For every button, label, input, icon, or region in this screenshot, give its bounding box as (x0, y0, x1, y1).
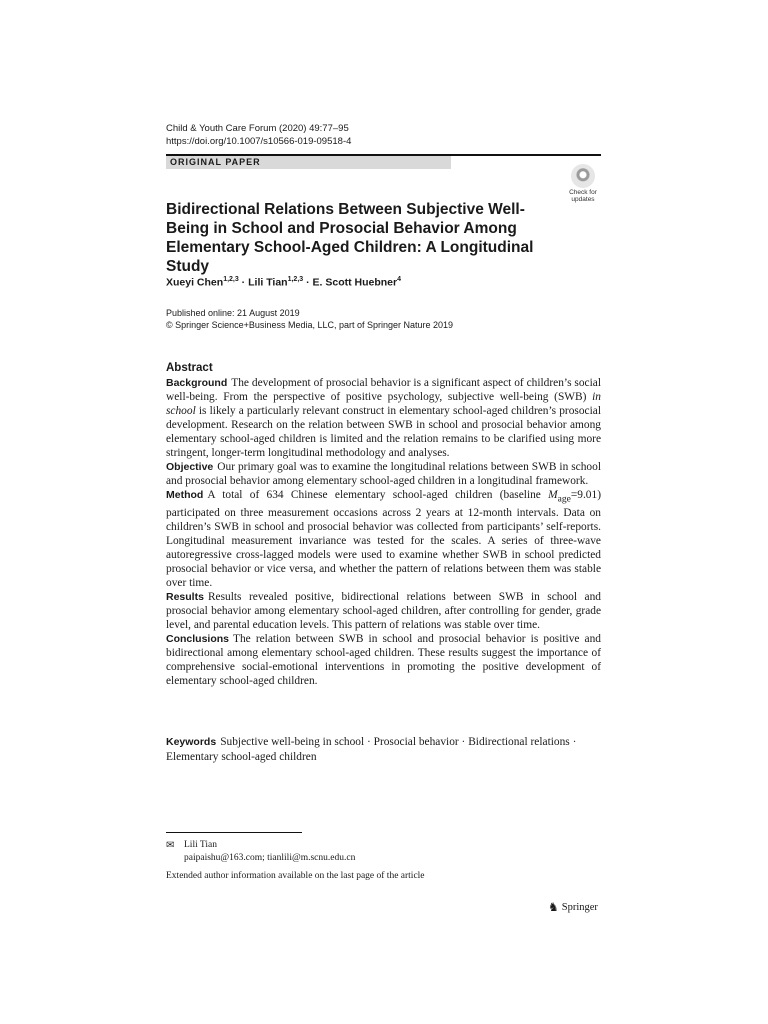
publisher-name: Springer (561, 902, 598, 913)
author-emails[interactable]: paipaishu@163.com; tianlili@m.scnu.edu.cn (184, 853, 356, 863)
corresponding-author: Lili Tian (184, 840, 217, 850)
abstract-conclusions: Conclusions The relation between SWB in school and prosocial behavior is positive and bidirectional among elementary school-aged children. These results suggest the importance of comprehensive social-emotional interventions in promoting the positive development of elementary school-aged children. (166, 633, 601, 688)
abstract-background: Background The development of prosocial behavior is a significant aspect of children’s social well-being. From the perspective of positive psychology, subjective well-being (SWB) in school is likely a particularly relevant construct in elementary school-aged children’s prosocial development. Research on the relation between SWB in school and prosocial behavior among elementary school-aged children is limited and the relation remains to be clarified using more stringent, longer-term longitudinal methodology and analyses. (166, 377, 601, 459)
abstract-objective: Objective Our primary goal was to examine the longitudinal relations between SWB in school and prosocial behavior among elementary school-aged children in a longitudinal framework. (166, 461, 601, 487)
envelope-icon: ✉ (166, 840, 175, 851)
abstract-method: Method A total of 634 Chinese elementary school-aged children (baseline $M_{age}=9.01$) participated on three measurement occasions across 2 years at 12-month intervals. Data on children’s SWB in school and prosocial behavior was collected from participants’ self-reports. Longitudinal measurement invariance was tested for the scales. A series of three-wave autoregressive cross-lagged models were used to examine whether SWB in school predicted prosocial behavior or vice versa, and whether the pattern of relations between them was stable over time. (166, 489, 601, 590)
published-date: Published online: 21 August 2019 (166, 308, 300, 318)
author-affiliation: 4 (397, 276, 402, 283)
extended-author-info: Extended author information available on the last page of the article (166, 871, 425, 881)
publisher-logo[interactable] (548, 900, 598, 915)
publication-info (166, 307, 453, 331)
abstract-heading: Abstract (166, 362, 213, 374)
check-for-updates-icon (571, 164, 595, 188)
copyright-line: © Springer Science+Business Media, LLC, part of Springer Nature 2019 (166, 320, 454, 330)
keywords-list: Subjective well-being in school · Prosocial behavior · Bidirectional relations · Elementary school-aged children (166, 736, 577, 763)
journal-info (166, 123, 351, 148)
abstract-body (166, 376, 601, 688)
check-for-updates-badge[interactable] (565, 164, 601, 202)
journal-citation: Child & Youth Care Forum (2020) 49:77–95 (166, 123, 349, 134)
springer-horse-icon: ♞ (548, 900, 559, 914)
correspondence (166, 839, 355, 865)
author-list: Xueyi Chen$^{1,2,3}$ · Lili Tian$^{1,2,3}$ · E. Scott Huebner$^4$ (166, 276, 402, 289)
author-name[interactable]: E. Scott Huebner (312, 276, 398, 289)
abstract-results: Results Results revealed positive, bidirectional relations between SWB in school and prosocial behavior among elementary school-aged children, after controlling for gender, grade level, and parental education levels. This pattern of relations was stable over time. (166, 591, 601, 632)
section-label: ORIGINAL PAPER (166, 156, 451, 169)
author-name[interactable]: Lili Tian (248, 276, 288, 289)
keywords (166, 735, 601, 765)
author-name[interactable]: Xueyi Chen (166, 276, 224, 289)
article-title: Bidirectional Relations Between Subjective Well-Being in School and Prosocial Behavior Among Elementary School-Aged Children: A Longitudinal Study (166, 201, 534, 275)
footnote-rule (166, 832, 302, 833)
author-affiliation: 1,2,3 (223, 276, 239, 283)
doi-link[interactable]: https://doi.org/10.1007/s10566-019-09518-4 (166, 135, 352, 147)
author-affiliation: 1,2,3 (287, 276, 304, 283)
check-for-updates-text: Check for updates (569, 189, 597, 203)
keywords-label: Keywords (166, 736, 217, 748)
